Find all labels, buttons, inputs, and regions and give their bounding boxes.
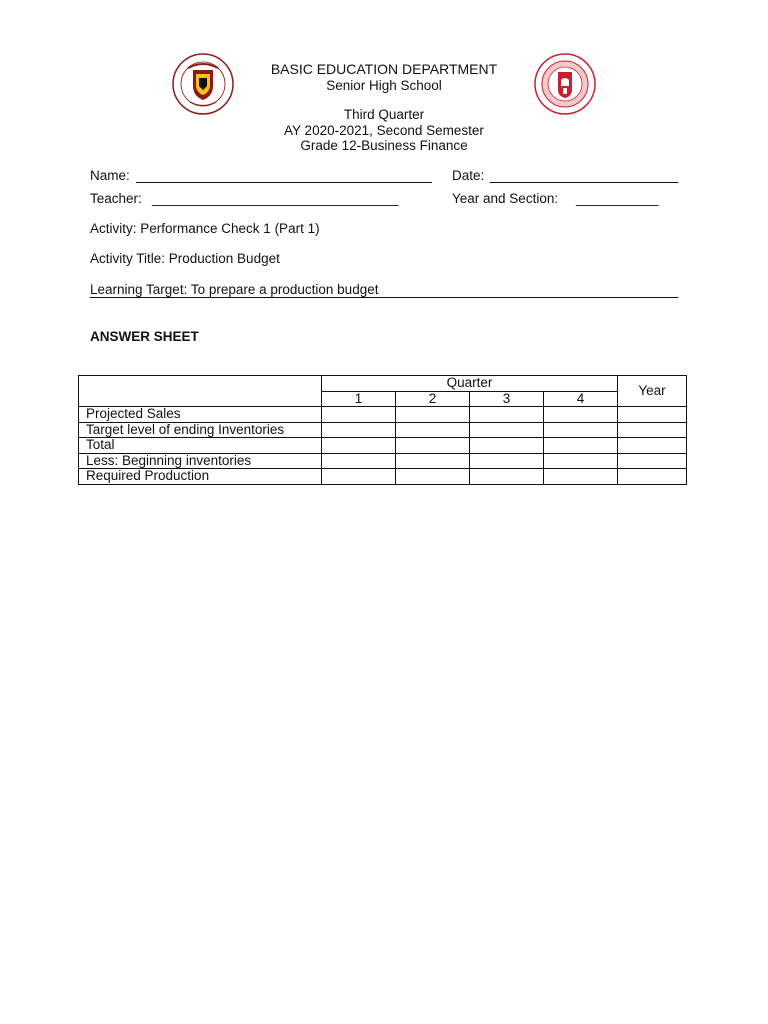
holy-angel-university-seal-icon <box>166 52 240 116</box>
answer-cell[interactable] <box>322 469 396 485</box>
answer-cell[interactable] <box>396 422 470 438</box>
answer-cell[interactable] <box>544 469 618 485</box>
answer-cell[interactable] <box>544 407 618 423</box>
row-label: Less: Beginning inventories <box>79 453 322 469</box>
activity-label: Activity: Performance Check 1 (Part 1) <box>90 221 320 236</box>
answer-cell[interactable] <box>544 453 618 469</box>
learning-target: Learning Target: To prepare a production budget <box>90 282 379 297</box>
answer-cell[interactable] <box>396 469 470 485</box>
quarter-1-header: 1 <box>322 391 396 407</box>
year-section-label: Year and Section: <box>452 191 559 206</box>
table-row <box>79 407 687 423</box>
answer-cell[interactable] <box>544 422 618 438</box>
answer-cell[interactable] <box>544 438 618 454</box>
answer-cell[interactable] <box>470 453 544 469</box>
teacher-label: Teacher: <box>90 191 142 206</box>
document-header <box>234 62 534 154</box>
activity-title: Activity Title: Production Budget <box>90 251 280 266</box>
answer-sheet-title: ANSWER SHEET <box>90 329 199 344</box>
quarter-header: Quarter <box>322 376 618 392</box>
answer-cell[interactable] <box>618 438 687 454</box>
basic-education-seal-icon <box>527 52 603 116</box>
answer-cell[interactable] <box>470 422 544 438</box>
grade-subject: Grade 12-Business Finance <box>300 138 468 153</box>
table-row <box>79 469 687 485</box>
answer-cell[interactable] <box>396 438 470 454</box>
answer-cell[interactable] <box>396 407 470 423</box>
answer-cell[interactable] <box>470 438 544 454</box>
date-field-line[interactable] <box>490 182 678 183</box>
answer-cell[interactable] <box>618 453 687 469</box>
answer-cell[interactable] <box>322 407 396 423</box>
answer-cell[interactable] <box>322 438 396 454</box>
table-row <box>79 438 687 454</box>
quarter-label: Third Quarter <box>343 107 425 122</box>
name-field-line[interactable] <box>136 182 432 183</box>
quarter-3-header: 3 <box>470 391 544 407</box>
row-label: Total <box>79 438 322 454</box>
academic-year: AY 2020-2021, Second Semester <box>284 122 484 138</box>
table-corner-cell <box>79 376 322 407</box>
table-row <box>79 453 687 469</box>
answer-cell[interactable] <box>618 469 687 485</box>
answer-cell[interactable] <box>322 453 396 469</box>
year-section-field-line[interactable]: ___________ <box>576 191 659 206</box>
row-label: Projected Sales <box>79 407 322 423</box>
year-header: Year <box>618 376 687 407</box>
answer-cell[interactable] <box>618 407 687 423</box>
learning-target-underline <box>90 297 678 298</box>
answer-cell[interactable] <box>322 422 396 438</box>
quarter-4-header: 4 <box>544 391 618 407</box>
date-label: Date: <box>452 168 485 183</box>
answer-cell[interactable] <box>396 453 470 469</box>
quarter-2-header: 2 <box>396 391 470 407</box>
row-label: Required Production <box>79 469 322 485</box>
answer-cell[interactable] <box>470 407 544 423</box>
answer-cell[interactable] <box>618 422 687 438</box>
table-row <box>79 422 687 438</box>
production-budget-table <box>78 375 687 485</box>
answer-cell[interactable] <box>470 469 544 485</box>
teacher-field-line[interactable]: ________________________________ <box>152 191 399 206</box>
name-label: Name: <box>90 168 130 183</box>
department-name: BASIC EDUCATION DEPARTMENT <box>270 61 498 77</box>
row-label: Target level of ending Inventories <box>79 422 322 438</box>
school-name: Senior High School <box>326 77 442 93</box>
